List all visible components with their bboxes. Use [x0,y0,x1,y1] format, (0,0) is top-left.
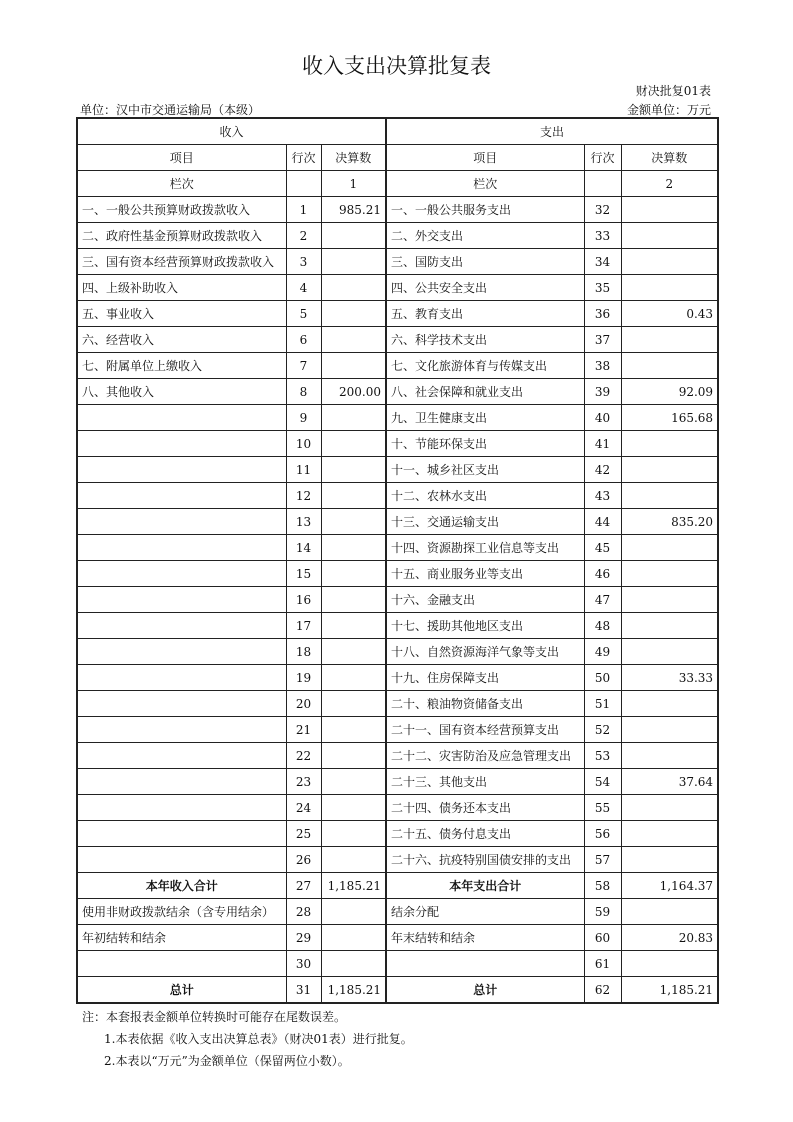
table-row [77,691,718,717]
income-row-no: 5 [286,301,321,327]
table-row [77,795,718,821]
expense-amount [621,223,718,249]
expense-item: 二十三、其他支出 [386,769,584,795]
income-row-no: 19 [286,665,321,691]
income-item: 总计 [77,977,286,1004]
expense-row-no: 40 [584,405,621,431]
income-item [77,613,286,639]
expense-item: 二十五、债务付息支出 [386,821,584,847]
income-row-no: 31 [286,977,321,1004]
income-item-header: 项目 [77,145,286,171]
expense-row-no: 51 [584,691,621,717]
income-amount: 985.21 [321,197,386,223]
expense-row-no: 41 [584,431,621,457]
expense-row-no: 59 [584,899,621,925]
income-rowno-header: 行次 [286,145,321,171]
income-amount [321,509,386,535]
table-row [77,873,718,899]
expense-amount [621,717,718,743]
income-item [77,665,286,691]
table-row [77,535,718,561]
income-amount [321,691,386,717]
expense-row-no: 50 [584,665,621,691]
table-row [77,327,718,353]
income-item [77,639,286,665]
expense-col-no: 2 [621,171,718,197]
expense-item: 十一、城乡社区支出 [386,457,584,483]
income-row-no: 6 [286,327,321,353]
income-item [77,587,286,613]
income-item: 三、国有资本经营预算财政拨款收入 [77,249,286,275]
expense-item: 二十、粮油物资储备支出 [386,691,584,717]
income-amount [321,223,386,249]
income-row-no: 20 [286,691,321,717]
income-item [77,431,286,457]
note-line: 1.本表依据《收入支出决算总表》（财决01表）进行批复。 [104,1032,413,1046]
expense-row-no: 33 [584,223,621,249]
expense-item: 二十四、债务还本支出 [386,795,584,821]
expense-item: 十三、交通运输支出 [386,509,584,535]
income-item: 二、政府性基金预算财政拨款收入 [77,223,286,249]
income-amount [321,301,386,327]
income-item: 七、附属单位上缴收入 [77,353,286,379]
income-amount: 200.00 [321,379,386,405]
expense-item: 十、节能环保支出 [386,431,584,457]
table-row [77,587,718,613]
expense-item: 十二、农林水支出 [386,483,584,509]
income-amount [321,769,386,795]
expense-amount [621,821,718,847]
income-item [77,743,286,769]
income-row-no: 7 [286,353,321,379]
budget-table [76,117,719,1004]
expense-amount: 0.43 [621,301,718,327]
table-row [77,483,718,509]
table-row [77,379,718,405]
table-row [77,847,718,873]
empty-cell [286,171,321,197]
unit-label: 单位：汉中市交通运输局（本级） [80,103,261,117]
income-amount [321,925,386,951]
expense-amount [621,587,718,613]
income-item [77,795,286,821]
expense-amount [621,691,718,717]
income-row-no: 3 [286,249,321,275]
table-row [77,509,718,535]
expense-amount [621,275,718,301]
income-item: 四、上级补助收入 [77,275,286,301]
table-row [77,821,718,847]
income-row-no: 13 [286,509,321,535]
income-amount [321,483,386,509]
expense-row-no: 44 [584,509,621,535]
empty-cell [584,171,621,197]
income-amount: 1,185.21 [321,873,386,899]
expense-item: 年末结转和结余 [386,925,584,951]
expense-item: 二十六、抗疫特别国债安排的支出 [386,847,584,873]
expense-amount [621,327,718,353]
expense-item [386,951,584,977]
income-item [77,483,286,509]
income-amount [321,821,386,847]
expense-amount [621,483,718,509]
income-row-no: 27 [286,873,321,899]
expense-item: 本年支出合计 [386,873,584,899]
expense-row-no: 46 [584,561,621,587]
table-row [77,639,718,665]
page-title: 收入支出决算批复表 [302,54,491,78]
expense-row-no: 48 [584,613,621,639]
expense-row-no: 32 [584,197,621,223]
expense-amount: 1,185.21 [621,977,718,1004]
table-row [77,431,718,457]
income-amount [321,717,386,743]
income-amount [321,639,386,665]
income-item: 一、一般公共预算财政拨款收入 [77,197,286,223]
income-item [77,561,286,587]
expense-amount [621,535,718,561]
income-row-no: 12 [286,483,321,509]
table-row [77,249,718,275]
expense-item: 五、教育支出 [386,301,584,327]
expense-item: 四、公共安全支出 [386,275,584,301]
expense-col-label: 栏次 [386,171,584,197]
expense-rowno-header: 行次 [584,145,621,171]
income-row-no: 28 [286,899,321,925]
income-item: 使用非财政拨款结余（含专用结余） [77,899,286,925]
income-amount-header: 决算数 [321,145,386,171]
expense-item: 三、国防支出 [386,249,584,275]
expense-row-no: 42 [584,457,621,483]
income-amount [321,405,386,431]
income-row-no: 4 [286,275,321,301]
income-item [77,821,286,847]
income-row-no: 24 [286,795,321,821]
expense-item: 十七、援助其他地区支出 [386,613,584,639]
expense-row-no: 56 [584,821,621,847]
income-row-no: 10 [286,431,321,457]
expense-row-no: 55 [584,795,621,821]
expense-row-no: 36 [584,301,621,327]
expense-amount [621,847,718,873]
table-row [77,197,718,223]
income-row-no: 22 [286,743,321,769]
income-item: 本年收入合计 [77,873,286,899]
expense-amount [621,561,718,587]
income-item [77,405,286,431]
expense-row-no: 62 [584,977,621,1004]
income-amount [321,951,386,977]
expense-amount [621,457,718,483]
income-amount [321,431,386,457]
expense-item-header: 项目 [386,145,584,171]
expense-item: 二十二、灾害防治及应急管理支出 [386,743,584,769]
expense-amount [621,431,718,457]
income-amount [321,353,386,379]
expense-row-no: 34 [584,249,621,275]
income-amount [321,743,386,769]
income-row-no: 25 [286,821,321,847]
income-row-no: 9 [286,405,321,431]
income-item: 六、经营收入 [77,327,286,353]
income-amount [321,275,386,301]
income-item [77,769,286,795]
expense-amount-header: 决算数 [621,145,718,171]
amount-unit-label: 金额单位：万元 [626,103,711,117]
income-amount [321,587,386,613]
table-row [77,301,718,327]
expense-item: 十六、金融支出 [386,587,584,613]
income-amount [321,535,386,561]
expense-amount: 33.33 [621,665,718,691]
expense-row-no: 54 [584,769,621,795]
note-line: 注：本套报表金额单位转换时可能存在尾数误差。 [82,1010,347,1024]
income-amount [321,613,386,639]
expense-row-no: 45 [584,535,621,561]
expense-item: 八、社会保障和就业支出 [386,379,584,405]
income-col-no: 1 [321,171,386,197]
expense-amount [621,353,718,379]
expense-row-no: 49 [584,639,621,665]
note-line: 2.本表以“万元”为金额单位（保留两位小数）。 [104,1054,350,1068]
table-row [77,457,718,483]
table-row [77,561,718,587]
table-row [77,613,718,639]
income-amount [321,847,386,873]
expense-item: 十四、资源勘探工业信息等支出 [386,535,584,561]
expense-row-no: 53 [584,743,621,769]
income-amount [321,665,386,691]
expense-row-no: 47 [584,587,621,613]
income-item: 年初结转和结余 [77,925,286,951]
expense-row-no: 60 [584,925,621,951]
table-row [77,743,718,769]
expense-header: 支出 [386,118,718,145]
income-amount [321,249,386,275]
expense-item: 二十一、国有资本经营预算支出 [386,717,584,743]
income-row-no: 1 [286,197,321,223]
income-row-no: 8 [286,379,321,405]
expense-item: 十九、住房保障支出 [386,665,584,691]
expense-item: 一、一般公共服务支出 [386,197,584,223]
expense-row-no: 35 [584,275,621,301]
income-row-no: 29 [286,925,321,951]
expense-item: 六、科学技术支出 [386,327,584,353]
income-item: 五、事业收入 [77,301,286,327]
expense-amount: 165.68 [621,405,718,431]
expense-row-no: 52 [584,717,621,743]
income-amount [321,795,386,821]
expense-amount: 37.64 [621,769,718,795]
expense-row-no: 43 [584,483,621,509]
income-amount [321,899,386,925]
expense-amount: 20.83 [621,925,718,951]
table-row [77,275,718,301]
income-col-label: 栏次 [77,171,286,197]
notes [82,1006,413,1072]
expense-amount [621,197,718,223]
expense-amount [621,795,718,821]
expense-row-no: 39 [584,379,621,405]
income-item [77,717,286,743]
expense-row-no: 58 [584,873,621,899]
income-row-no: 23 [286,769,321,795]
table-row [77,405,718,431]
expense-item: 总计 [386,977,584,1004]
table-row [77,951,718,977]
income-item [77,509,286,535]
table-row [77,717,718,743]
table-row [77,769,718,795]
expense-row-no: 61 [584,951,621,977]
form-code: 财决批复01表 [635,84,711,98]
expense-amount [621,743,718,769]
expense-item: 十五、商业服务业等支出 [386,561,584,587]
income-item [77,691,286,717]
expense-row-no: 37 [584,327,621,353]
table-row [77,665,718,691]
expense-amount [621,899,718,925]
income-item [77,457,286,483]
table-row [77,925,718,951]
income-row-no: 2 [286,223,321,249]
expense-row-no: 38 [584,353,621,379]
expense-item: 七、文化旅游体育与传媒支出 [386,353,584,379]
expense-amount: 92.09 [621,379,718,405]
income-item: 八、其他收入 [77,379,286,405]
expense-amount [621,249,718,275]
income-row-no: 11 [286,457,321,483]
income-row-no: 30 [286,951,321,977]
income-header: 收入 [77,118,386,145]
income-row-no: 16 [286,587,321,613]
income-row-no: 21 [286,717,321,743]
income-amount [321,457,386,483]
table-row [77,977,718,1004]
income-row-no: 14 [286,535,321,561]
expense-amount: 1,164.37 [621,873,718,899]
expense-item: 十八、自然资源海洋气象等支出 [386,639,584,665]
expense-item: 结余分配 [386,899,584,925]
income-amount: 1,185.21 [321,977,386,1004]
income-item [77,847,286,873]
expense-row-no: 57 [584,847,621,873]
income-row-no: 18 [286,639,321,665]
table-row [77,353,718,379]
income-amount [321,561,386,587]
expense-amount: 835.20 [621,509,718,535]
expense-amount [621,639,718,665]
table-row [77,223,718,249]
income-amount [321,327,386,353]
income-item [77,951,286,977]
income-row-no: 26 [286,847,321,873]
income-row-no: 15 [286,561,321,587]
income-item [77,535,286,561]
expense-item: 二、外交支出 [386,223,584,249]
expense-item: 九、卫生健康支出 [386,405,584,431]
expense-amount [621,613,718,639]
expense-amount [621,951,718,977]
income-row-no: 17 [286,613,321,639]
table-row [77,899,718,925]
